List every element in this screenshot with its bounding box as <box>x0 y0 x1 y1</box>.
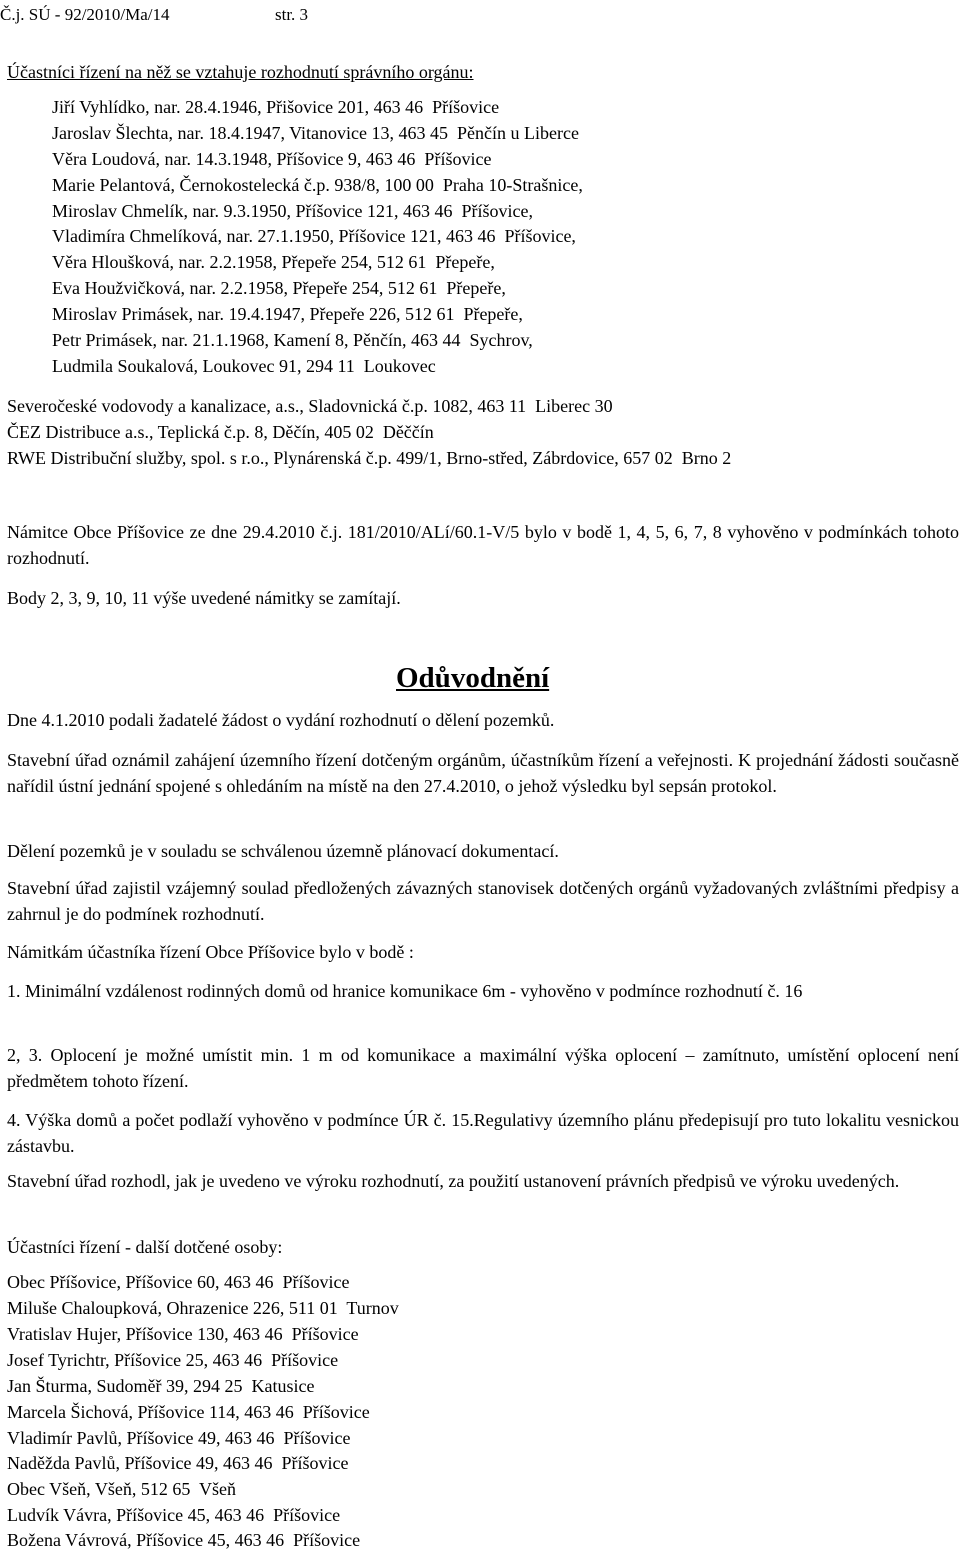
other-parties-title: Účastníci řízení - další dotčené osoby: <box>7 1237 283 1257</box>
other-party-item: Obec Příšovice, Příšovice 60, 463 46 Příšovice <box>7 1272 350 1292</box>
reasoning-heading: Odůvodnění <box>396 662 550 694</box>
other-party-item: Miluše Chaloupková, Ohrazenice 226, 511 01 Turnov <box>7 1298 399 1318</box>
reasoning-paragraph: Dělení pozemků je v souladu se schválenou územně plánovací dokumentací. <box>7 841 559 861</box>
party-item: Jiří Vyhlídko, nar. 28.4.1946, Přišovice 201, 463 46 Příšovice <box>52 97 500 117</box>
parties-section-title: Účastníci řízení na něž se vztahuje rozhodnutí správního orgánu: <box>7 62 474 82</box>
document-reference: Č.j. SÚ - 92/2010/Ma/14 <box>0 5 170 24</box>
reasoning-paragraph: 1. Minimální vzdálenost rodinných domů od hranice komunikace 6m - vyhověno v podmínce rozhodnutí č. 16 <box>7 981 803 1001</box>
other-party-item: Josef Tyrichtr, Příšovice 25, 463 46 Příšovice <box>7 1350 339 1370</box>
party-item: Petr Primásek, nar. 21.1.1968, Kamení 8, Pěnčín, 463 44 Sychrov, <box>52 330 533 350</box>
party-item: Miroslav Chmelík, nar. 9.3.1950, Příšovice 121, 463 46 Příšovice, <box>52 201 533 221</box>
organization-item: Severočeské vodovody a kanalizace, a.s., Sladovnická č.p. 1082, 463 11 Liberec 30 <box>7 396 613 416</box>
reasoning-paragraph: Stavební úřad oznámil zahájení územního řízení dotčeným orgánům, účastníkům řízení a veřejnosti. K projednání žádosti současně nařídil ústní jednání spojené s ohledáním na místě na den 27.4.2010, o jehož výsledku byl sepsán protokol. <box>7 750 959 796</box>
party-item: Vladimíra Chmelíková, nar. 27.1.1950, Příšovice 121, 463 46 Příšovice, <box>52 226 576 246</box>
party-item: Jaroslav Šlechta, nar. 18.4.1947, Vitanovice 13, 463 45 Pěnčín u Liberce <box>52 123 579 143</box>
organization-item: ČEZ Distribuce a.s., Teplická č.p. 8, Děčín, 405 02 Děččín <box>7 422 434 442</box>
other-party-item: Vladimír Pavlů, Příšovice 49, 463 46 Příšovice <box>7 1428 351 1448</box>
party-item: Ludmila Soukalová, Loukovec 91, 294 11 Loukovec <box>52 356 436 376</box>
other-party-item: Jan Šturma, Sudoměř 39, 294 25 Katusice <box>7 1376 315 1396</box>
organization-item: RWE Distribuční služby, spol. s r.o., Plynárenská č.p. 499/1, Brno-střed, Zábrdovice, 657 02 Brno 2 <box>7 448 732 468</box>
reasoning-paragraph: 2, 3. Oplocení je možné umístit min. 1 m od komunikace a maximální výška oplocení – zamítnuto, umístění oplocení není předmětem tohoto řízení. <box>7 1045 959 1091</box>
other-party-item: Marcela Šichová, Příšovice 114, 463 46 Příšovice <box>7 1402 370 1422</box>
reasoning-paragraph: 4. Výška domů a počet podlaží vyhověno v podmínce ÚR č. 15.Regulativy územního plánu předepisují pro tuto lokalitu vesnickou zástavbu. <box>7 1110 959 1156</box>
reasoning-paragraph: Stavební úřad rozhodl, jak je uvedeno ve výroku rozhodnutí, za použití ustanovení právních předpisů ve výroku uvedených. <box>7 1171 900 1191</box>
party-item: Věra Loudová, nar. 14.3.1948, Příšovice 9, 463 46 Příšovice <box>52 149 492 169</box>
party-item: Eva Houžvičková, nar. 2.2.1958, Přepeře 254, 512 61 Přepeře, <box>52 278 506 298</box>
other-party-item: Obec Všeň, Všeň, 512 65 Všeň <box>7 1479 236 1499</box>
page-number: str. 3 <box>275 5 309 24</box>
party-item: Miroslav Primásek, nar. 19.4.1947, Přepeře 226, 512 61 Přepeře, <box>52 304 523 324</box>
other-party-item: Božena Vávrová, Příšovice 45, 463 46 Příšovice <box>7 1530 361 1550</box>
objections-rejected-paragraph: Body 2, 3, 9, 10, 11 výše uvedené námitky se zamítají. <box>7 588 401 608</box>
other-party-item: Vratislav Hujer, Příšovice 130, 463 46 Příšovice <box>7 1324 359 1344</box>
objections-granted-paragraph: Námitce Obce Příšovice ze dne 29.4.2010 č.j. 181/2010/ALí/60.1-V/5 bylo v bodě 1, 4, 5, 6, 7, 8 vyhověno v podmínkách tohoto rozhodnutí. <box>7 522 959 568</box>
party-item: Věra Hloušková, nar. 2.2.1958, Přepeře 254, 512 61 Přepeře, <box>52 252 495 272</box>
reasoning-paragraph: Dne 4.1.2010 podali žadatelé žádost o vydání rozhodnutí o dělení pozemků. <box>7 710 555 730</box>
party-item: Marie Pelantová, Černokostelecká č.p. 938/8, 100 00 Praha 10-Strašnice, <box>52 175 583 195</box>
other-party-item: Naděžda Pavlů, Příšovice 49, 463 46 Příšovice <box>7 1453 349 1473</box>
reasoning-paragraph: Stavební úřad zajistil vzájemný soulad předložených závazných stanovisek dotčených orgánů vyžadovaných zvláštními předpisy a zahrnul je do podmínek rozhodnutí. <box>7 878 959 924</box>
other-party-item: Ludvík Vávra, Příšovice 45, 463 46 Příšovice <box>7 1505 341 1525</box>
reasoning-paragraph: Námitkám účastníka řízení Obce Příšovice bylo v bodě : <box>7 942 414 962</box>
